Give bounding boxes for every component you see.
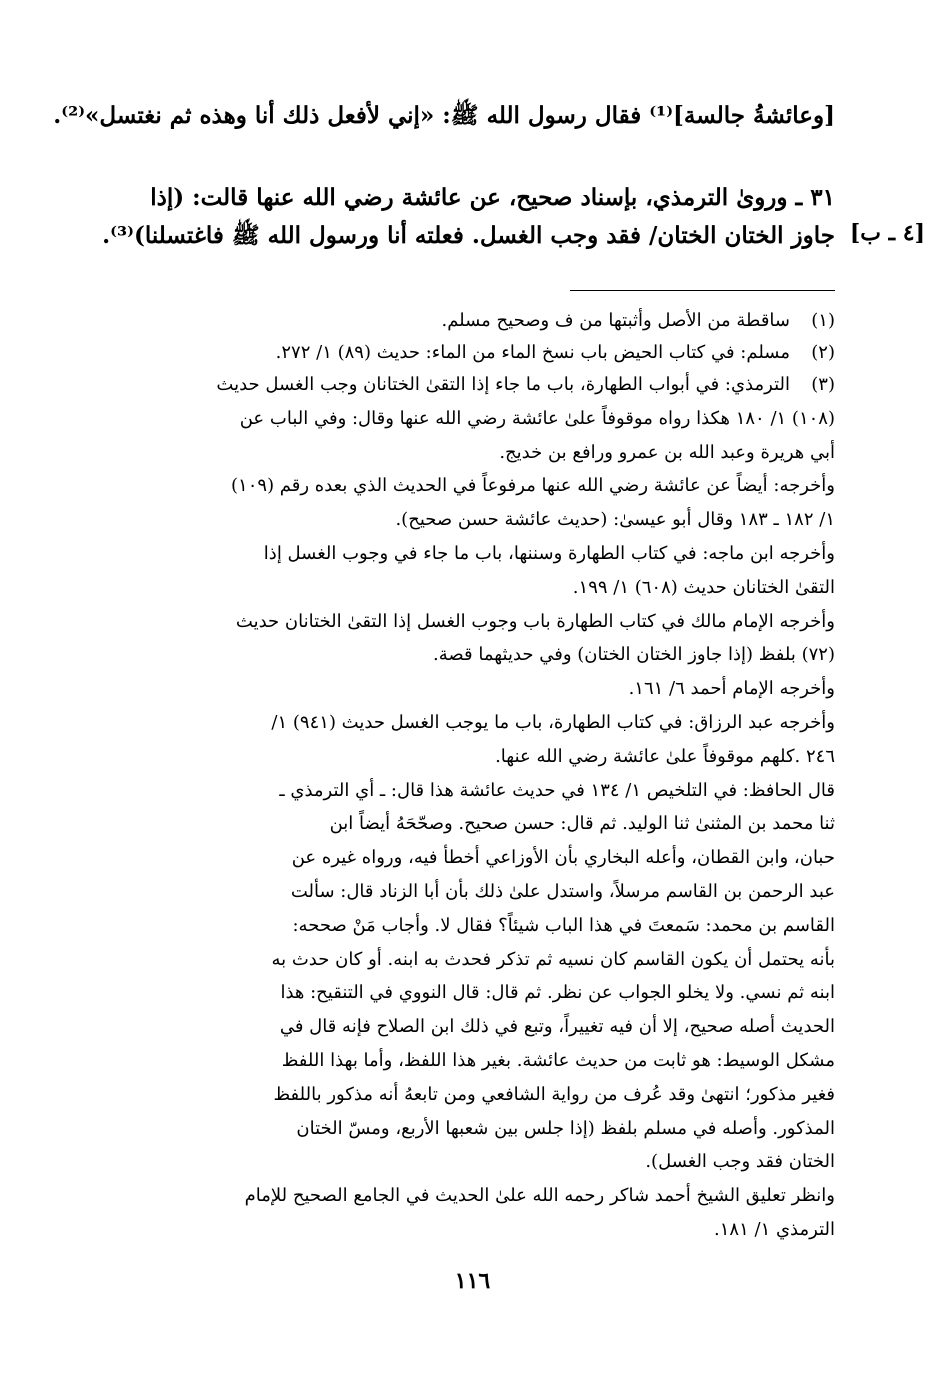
footnote-3-line: ابنه ثم نسي. ولا يخلو الجواب عن نظر. ثم قال: قال النووي في التنقيح: هذا [280, 982, 835, 1004]
footnote-3-line: الحديث أصله صحيح، إلا أن فيه تغييراً، وتبع في ذلك ابن الصلاح فإنه قال في [279, 1016, 835, 1038]
footnote-3-line: (١٠٨) ١/ ١٨٠ هكذا رواه موقوفاً علىٰ عائشة رضي الله عنها وقال: وفي الباب عن [239, 407, 835, 429]
footnote-3-line: الختان فقد وجب الغسل). [645, 1151, 835, 1173]
main-text-line-2: ٣١ ـ وروىٰ الترمذي، بإسناد صحيح، عن عائشة رضي الله عنها قالت: (إذا [150, 184, 835, 211]
footnote-3-line: ١/ ١٨٢ ـ ١٨٣ وقال أبو عيسىٰ: (حديث عائشة حسن صحيح). [395, 509, 835, 531]
footnote-3-line: ٢٤٦ .كلهم موقوفاً علىٰ عائشة رضي الله عنها. [495, 745, 835, 767]
footnote-3-line: المذكور. وأصله في مسلم بلفظ (إذا جلس بين شعبها الأربع، ومسّ الختان [296, 1117, 835, 1139]
main-text-line-1: [وعائشةُ جالسة]⁽¹⁾ فقال رسول الله ﷺ: «إني لأفعل ذلك أنا وهذه ثم نغتسل»⁽²⁾. [53, 102, 835, 129]
footnote-3-line: فغير مذكور؛ انتهىٰ وقد عُرف من رواية الشافعي ومن تابعهُ أنه مذكور باللفظ [273, 1083, 835, 1105]
footnote-3-line: وأخرجه الإمام مالك في كتاب الطهارة باب وجوب الغسل إذا التقىٰ الختانان حديث [235, 610, 835, 632]
footnote-1-line-1: ساقطة من الأصل وأثبتها من ف وصحيح مسلم. [441, 310, 790, 331]
footnote-3-line: وأخرجه: أيضاً عن عائشة رضي الله عنها مرفوعاً في الحديث الذي بعده رقم (١٠٩) [231, 475, 835, 497]
footnote-3-line: بأنه يحتمل أن يكون القاسم كان نسيه ثم تذكر فحدث به ابنه. أو كان حدث به [271, 948, 835, 970]
footnote-3-line: التقىٰ الختانان حديث (٦٠٨) ١/ ١٩٩. [572, 576, 835, 598]
footnote-number-2: (٢) [811, 342, 835, 363]
footnote-3-line: وأخرجه ابن ماجه: في كتاب الطهارة وسننها، باب ما جاء في وجوب الغسل إذا [263, 543, 835, 564]
footnote-3-line: الترمذي: في أبواب الطهارة، باب ما جاء إذا التقىٰ الختانان وجب الغسل حديث [216, 374, 790, 395]
page-number: ١١٦ [454, 1268, 491, 1294]
footnote-3-line: مشكل الوسيط: هو ثابت من حديث عائشة. بغير هذا اللفظ، وأما بهذا اللفظ [281, 1050, 835, 1071]
footnote-3-line: وانظر تعليق الشيخ أحمد شاكر رحمه الله علىٰ الحديث في الجامع الصحيح للإمام [244, 1185, 835, 1207]
footnote-3-line: أبي هريرة وعبد الله بن عمرو ورافع بن خديج. [499, 441, 835, 463]
footnote-2-line-1: مسلم: في كتاب الحيض باب نسخ الماء من الماء: حديث (٨٩) ١/ ٢٧٢. [275, 342, 790, 363]
footnote-3-line: حبان، وابن القطان، وأعله البخاري بأن الأوزاعي أخطأ فيه، ورواه غيره عن [291, 847, 835, 869]
footnote-number-1: (١) [811, 310, 835, 331]
footnote-3-line: ثنا محمد بن المثنىٰ ثنا الوليد. ثم قال: حسن صحيح. وصحّحَهُ أيضاً ابن [329, 813, 835, 835]
footnote-3-line: قال الحافظ: في التلخيص ١/ ١٣٤ في حديث عائشة هذا قال: ـ أي الترمذي ـ [279, 779, 835, 801]
footnote-3-line: (٧٢) بلفظ (إذا جاوز الختان الختان) وفي حديثهما قصة. [433, 644, 835, 666]
footnote-number-3: (٣) [811, 374, 835, 395]
margin-reference: [٤ ـ ب] [849, 220, 925, 246]
footnote-3-line: الترمذي ١/ ١٨١. [714, 1219, 835, 1240]
footnote-3-line: وأخرجه عبد الرزاق: في كتاب الطهارة، باب ما يوجب الغسل حديث (٩٤١) ١/ [271, 712, 835, 733]
footnote-divider [570, 290, 835, 291]
footnote-3-line: عبد الرحمن بن القاسم مرسلاً، واستدل علىٰ ذلك بأن أبا الزناد قال: سألت [290, 881, 835, 902]
footnote-3-line: القاسم بن محمد: سَمعتَ في هذا الباب شيئاً؟ فقال لا. وأجاب مَنْ صححه: [292, 914, 835, 936]
footnote-3-line: وأخرجه الإمام أحمد ٦/ ١٦١. [628, 678, 835, 700]
main-text-line-3: جاوز الختان الختان/ فقد وجب الغسل. فعلته أنا ورسول الله ﷺ فاغتسلنا)⁽³⁾. [102, 222, 835, 249]
